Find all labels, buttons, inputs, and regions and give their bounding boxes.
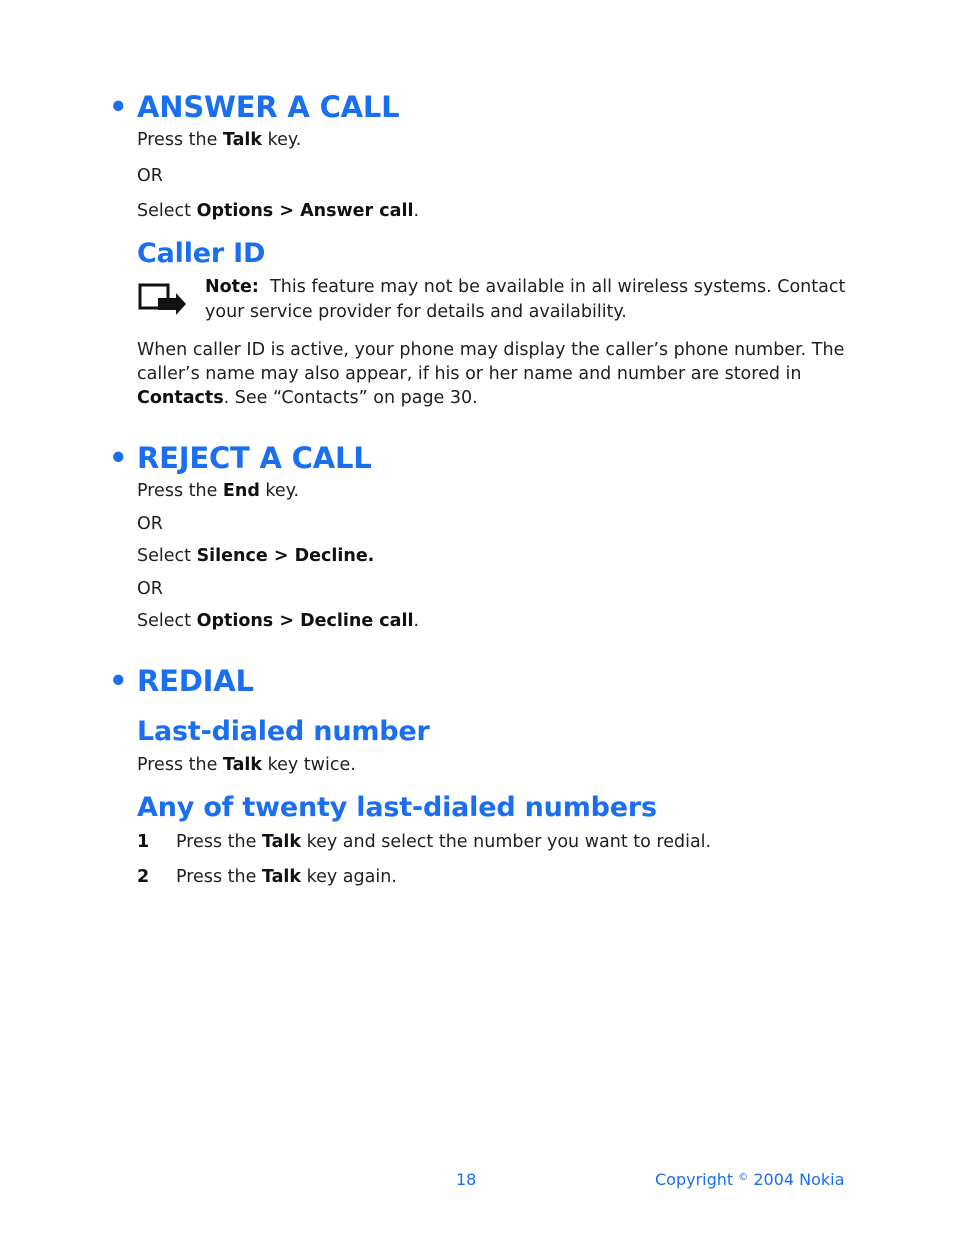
separator: > <box>267 546 295 566</box>
text: . See “Contacts” on page 30. <box>223 388 478 408</box>
step-number: 2 <box>137 867 150 887</box>
note-line-2: your service provider for details and availability. <box>205 302 627 322</box>
note-label: Note: <box>205 277 259 297</box>
text: Press the <box>137 130 223 150</box>
heading-reject-a-call <box>109 441 372 475</box>
separator: > <box>273 611 301 631</box>
step-text <box>176 830 711 854</box>
talk-key-label: Talk <box>261 832 302 852</box>
options-label: Options <box>196 201 274 221</box>
reject-line-1 <box>137 479 299 503</box>
copyright <box>655 1170 844 1189</box>
contacts-label: Contacts <box>137 388 224 408</box>
options-label: Options <box>196 611 274 631</box>
heading-any-of-twenty: Any of twenty last-dialed numbers <box>137 792 657 823</box>
answer-call-label: Answer call <box>300 201 414 221</box>
talk-key-label: Talk <box>222 755 263 775</box>
talk-key-label: Talk <box>261 867 302 887</box>
text: key again. <box>301 867 397 887</box>
note-icon <box>136 280 188 318</box>
text: Select <box>137 201 197 221</box>
bullet-icon: • <box>109 90 128 124</box>
text: Press the <box>137 755 223 775</box>
copyright-symbol: © <box>738 1172 749 1183</box>
step-item <box>137 865 149 889</box>
answer-line-2 <box>137 199 419 223</box>
caller-id-para-line-3 <box>137 386 478 410</box>
separator: > <box>273 201 301 221</box>
caller-id-para-line-1: When caller ID is active, your phone may display the caller’s phone number. The <box>137 340 845 360</box>
talk-key-label: Talk <box>222 130 263 150</box>
reject-line-3 <box>137 609 419 633</box>
bullet-icon: • <box>109 664 128 698</box>
text: Copyright <box>655 1170 739 1189</box>
text: key twice. <box>262 755 356 775</box>
last-dialed-line <box>137 753 356 777</box>
text: This feature may not be available in all wireless systems. Contact <box>270 277 846 297</box>
decline-call-label: Decline call <box>300 611 414 631</box>
text: Select <box>137 611 197 631</box>
text: key and select the number you want to redial. <box>301 832 712 852</box>
heading-answer-a-call <box>109 90 400 124</box>
text: . <box>413 201 420 221</box>
end-key-label: End <box>222 481 260 501</box>
answer-line-1 <box>137 128 301 152</box>
decline-label: Decline. <box>294 546 375 566</box>
text: key. <box>262 130 302 150</box>
bullet-icon: • <box>109 441 128 475</box>
text: Press the <box>176 832 262 852</box>
text: . <box>413 611 420 631</box>
heading-text: ANSWER A CALL <box>137 90 400 124</box>
text: key. <box>259 481 300 501</box>
heading-redial <box>109 664 254 698</box>
heading-text: REDIAL <box>137 664 254 698</box>
step-item <box>137 830 149 854</box>
heading-caller-id: Caller ID <box>137 238 266 269</box>
reject-or-2: OR <box>137 579 163 599</box>
page-number: 18 <box>456 1170 477 1189</box>
silence-label: Silence <box>196 546 268 566</box>
text: Select <box>137 546 197 566</box>
step-text <box>176 865 397 889</box>
caller-id-para-line-2: caller’s name may also appear, if his or her name and number are stored in <box>137 364 802 384</box>
text: Press the <box>137 481 223 501</box>
text: 2004 Nokia <box>748 1170 845 1189</box>
heading-text: REJECT A CALL <box>137 441 372 475</box>
note-line-1 <box>205 275 845 299</box>
reject-line-2 <box>137 544 374 568</box>
reject-or-1: OR <box>137 514 163 534</box>
step-number: 1 <box>137 832 150 852</box>
text: Press the <box>176 867 262 887</box>
answer-or: OR <box>137 166 163 186</box>
heading-last-dialed-number: Last-dialed number <box>137 716 430 747</box>
